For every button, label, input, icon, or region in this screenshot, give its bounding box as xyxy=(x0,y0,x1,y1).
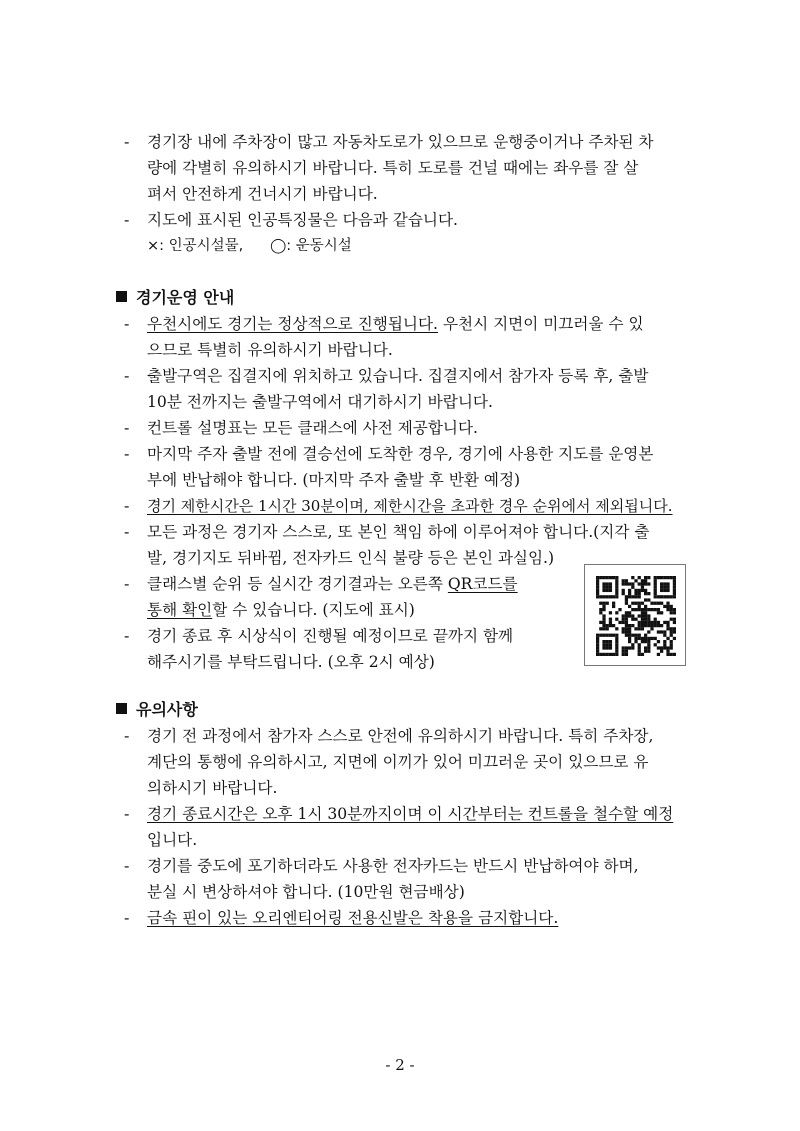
text-line: 계단의 통행에 유의하시고, 지면에 이끼가 있어 미끄러운 곳이 있으므로 유 xyxy=(147,753,649,771)
text-span: 할 수 있습니다. (지도에 표시) xyxy=(212,601,415,619)
qr-code-frame[interactable] xyxy=(584,564,686,666)
text-line: 부에 반납해야 합니다. (마지막 주자 출발 후 반환 예정) xyxy=(147,471,521,489)
bullet-dash: - xyxy=(124,908,130,927)
text-line: 으므로 특별히 유의하시기 바랍니다. xyxy=(147,341,393,359)
section-title-text: 유의사항 xyxy=(136,700,198,719)
square-bullet-icon xyxy=(116,703,127,714)
text-line: 해주시기를 부탁드립니다. (오후 2시 예상) xyxy=(147,653,435,671)
legend-sports: ◯: 운동시설 xyxy=(270,238,352,254)
text-line: 모든 과정은 경기자 스스로, 또 본인 책임 하에 이루어져야 합니다.(지각 출 xyxy=(147,523,650,541)
bullet-dash: - xyxy=(124,804,130,823)
text-line xyxy=(147,574,518,594)
page-number: - 2 - xyxy=(385,1056,415,1074)
underlined-text-line: 금속 핀이 있는 오리엔티어링 전용신발은 착용을 금지합니다. xyxy=(147,909,559,927)
text-line: 컨트롤 설명표는 모든 클래스에 사전 제공합니다. xyxy=(147,419,479,437)
underlined-text: 우천시에도 경기는 정상적으로 진행됩니다. xyxy=(147,315,438,333)
section-title-operation xyxy=(116,288,234,308)
text-line: 지도에 표시된 인공특징물은 다음과 같습니다. xyxy=(147,211,458,229)
text-line: 분실 시 변상하셔야 합니다. (10만원 현금배상) xyxy=(147,883,465,901)
bullet-dash: - xyxy=(124,522,130,541)
text-line: 경기를 중도에 포기하더라도 사용한 전자카드는 반드시 반납하여야 하며, xyxy=(147,857,639,875)
text-line: 마지막 주자 출발 전에 결승선에 도착한 경우, 경기에 사용한 지도를 운영본 xyxy=(147,445,654,463)
section-title-text: 경기운영 안내 xyxy=(136,288,235,307)
text-line: 량에 각별히 유의하시기 바랍니다. 특히 도로를 건널 때에는 좌우를 잘 살 xyxy=(147,159,639,177)
bullet-dash: - xyxy=(124,574,130,593)
qr-code-icon xyxy=(596,576,676,656)
text-line xyxy=(147,600,415,620)
text-line: 경기장 내에 주차장이 많고 자동차도로가 있으므로 운행중이거나 주차된 차 xyxy=(147,133,654,151)
underlined-text-line: 경기 제한시간은 1시간 30분이며, 제한시간을 초과한 경우 순위에서 제외됩니다. xyxy=(147,497,673,515)
bullet-dash: - xyxy=(124,314,130,333)
bullet-dash: - xyxy=(124,366,130,385)
square-bullet-icon xyxy=(116,291,127,302)
legend-artificial: ×: 인공시설물, xyxy=(147,238,244,254)
text-line: 입니다. xyxy=(147,831,198,849)
qr-link-text: QR코드를 xyxy=(447,575,518,593)
bullet-dash: - xyxy=(124,726,130,745)
text-line: 의하시기 바랍니다. xyxy=(147,779,278,797)
text-line: 펴서 안전하게 건너시기 바랍니다. xyxy=(147,185,378,203)
text-line: 경기 전 과정에서 참가자 스스로 안전에 유의하시기 바랍니다. 특히 주차장, xyxy=(147,727,654,745)
text-span: 우천시 지면이 미끄러울 수 있 xyxy=(437,315,644,333)
bullet-dash: - xyxy=(124,626,130,645)
bullet-dash: - xyxy=(124,496,130,515)
bullet-dash: - xyxy=(124,444,130,463)
bullet-dash: - xyxy=(124,210,130,229)
bullet-dash: - xyxy=(124,856,130,875)
section-title-cautions xyxy=(116,700,198,720)
text-line: 경기 종료 후 시상식이 진행될 예정이므로 끝까지 함께 xyxy=(147,627,514,645)
bullet-dash: - xyxy=(124,418,130,437)
underlined-text: 통해 확인 xyxy=(147,601,213,619)
underlined-text-line: 경기 종료시간은 오후 1시 30분까지이며 이 시간부터는 컨트롤을 철수할 예정 xyxy=(147,805,674,823)
text-line: 10분 전까지는 출발구역에서 대기하시기 바랍니다. xyxy=(147,393,493,411)
text-line xyxy=(147,314,644,334)
text-line: 출발구역은 집결지에 위치하고 있습니다. 집결지에서 참가자 등록 후, 출발 xyxy=(147,367,649,385)
text-span: 클래스별 순위 등 실시간 경기결과는 오른쪽 xyxy=(147,575,448,593)
bullet-dash: - xyxy=(124,132,130,151)
text-line: 발, 경기지도 뒤바뀜, 전자카드 인식 불량 등은 본인 과실임.) xyxy=(147,549,555,567)
